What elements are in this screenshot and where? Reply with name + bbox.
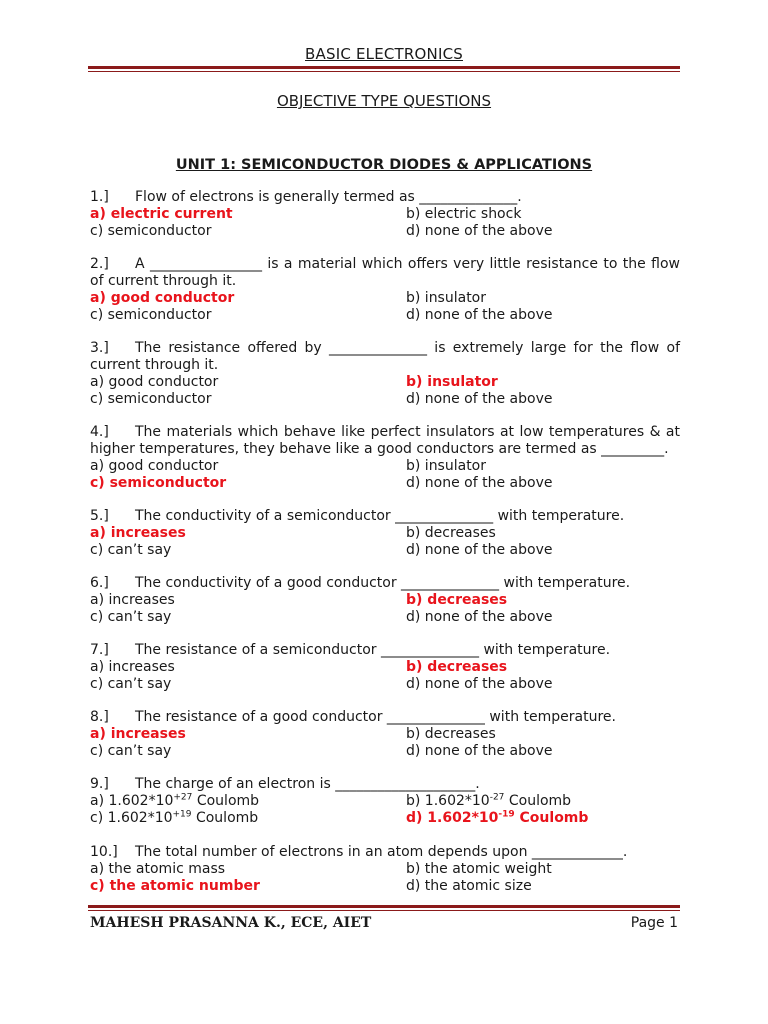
option-base: b) 1.602*10	[406, 793, 490, 809]
option-unit: Coulomb	[514, 810, 589, 826]
question-number: 9.]	[90, 776, 109, 792]
footer-rule-thick	[88, 905, 680, 908]
question-number: 8.]	[90, 709, 109, 725]
option-c: c) can’t say	[90, 542, 172, 558]
page-header	[0, 44, 768, 63]
document-title: OBJECTIVE TYPE QUESTIONS	[276, 92, 492, 110]
question-number: 7.]	[90, 642, 109, 658]
option-c: c) semiconductor	[90, 391, 212, 407]
option-a: a) good conductor	[90, 374, 219, 390]
page-number: Page 1	[630, 915, 678, 931]
option-unit: Coulomb	[192, 793, 260, 809]
question-8	[90, 709, 680, 760]
option-b	[406, 793, 680, 810]
option-a: a) electric current	[90, 206, 233, 222]
question-number: 5.]	[90, 508, 109, 524]
question-number: 3.]	[90, 340, 109, 356]
question-10	[90, 844, 680, 895]
option-exponent: +27	[173, 792, 193, 803]
question-5	[90, 508, 680, 559]
option-c: c) can’t say	[90, 676, 172, 692]
footer-rule-thin	[88, 910, 680, 911]
option-base: a) 1.602*10	[90, 793, 174, 809]
option-exponent: -27	[489, 792, 505, 803]
question-text: Flow of electrons is generally termed as ______________.	[135, 189, 522, 205]
question-stem	[90, 642, 680, 659]
option-c: c) the atomic number	[90, 878, 260, 894]
option-b: b) insulator	[406, 458, 487, 474]
footer-author: MAHESH PRASANNA K., ECE, AIET	[90, 915, 372, 931]
option-b: b) decreases	[406, 726, 496, 742]
question-stem	[90, 340, 680, 374]
option-unit: Coulomb	[504, 793, 572, 809]
question-1	[90, 189, 680, 240]
question-stem	[90, 844, 680, 861]
question-number: 4.]	[90, 424, 109, 440]
question-stem	[90, 776, 680, 793]
option-b: b) insulator	[406, 290, 487, 306]
option-d: d) none of the above	[406, 475, 553, 491]
option-b: b) the atomic weight	[406, 861, 552, 877]
question-number: 2.]	[90, 256, 109, 272]
question-text: The conductivity of a semiconductor ______________ with temperature.	[135, 508, 625, 524]
option-d: d) none of the above	[406, 542, 553, 558]
question-4	[90, 424, 680, 492]
option-a: a) increases	[90, 726, 186, 742]
option-d: d) none of the above	[406, 609, 553, 625]
option-a: a) increases	[90, 592, 175, 608]
question-text: A ________________ is a material which offers very little resistance to the flow of current through it.	[90, 256, 680, 289]
option-base: d) 1.602*10	[406, 810, 499, 826]
option-c	[90, 810, 406, 827]
option-unit: Coulomb	[191, 810, 259, 826]
option-a: a) the atomic mass	[90, 861, 226, 877]
question-text: The materials which behave like perfect insulators at low temperatures & at higher temperatures, they behave like a good conductors are termed as _________.	[90, 424, 680, 457]
option-a: a) good conductor	[90, 290, 235, 306]
question-stem	[90, 508, 680, 525]
question-text: The total number of electrons in an atom depends upon _____________.	[135, 844, 628, 860]
option-d: d) none of the above	[406, 676, 553, 692]
question-6	[90, 575, 680, 626]
option-d: d) the atomic size	[406, 878, 532, 894]
option-b: b) insulator	[406, 374, 498, 390]
option-b: b) decreases	[406, 525, 496, 541]
question-number: 10.]	[90, 844, 118, 860]
question-9	[90, 776, 680, 827]
question-3	[90, 340, 680, 408]
option-base: c) 1.602*10	[90, 810, 173, 826]
option-a: a) increases	[90, 659, 175, 675]
option-b: b) electric shock	[406, 206, 522, 222]
option-d	[406, 810, 680, 827]
option-a: a) increases	[90, 525, 186, 541]
question-2	[90, 256, 680, 324]
option-c: c) can’t say	[90, 743, 172, 759]
question-number: 1.]	[90, 189, 109, 205]
option-c: c) semiconductor	[90, 475, 227, 491]
option-d: d) none of the above	[406, 391, 553, 407]
question-7	[90, 642, 680, 693]
option-c: c) semiconductor	[90, 223, 212, 239]
question-stem	[90, 575, 680, 592]
question-stem	[90, 424, 680, 458]
option-c: c) semiconductor	[90, 307, 212, 323]
header-rule-thick	[88, 66, 680, 69]
option-d: d) none of the above	[406, 307, 553, 323]
header-title: BASIC ELECTRONICS	[305, 45, 463, 63]
question-stem	[90, 256, 680, 290]
option-a: a) good conductor	[90, 458, 219, 474]
question-text: The charge of an electron is ____________________.	[135, 776, 480, 792]
option-exponent: +19	[172, 809, 192, 820]
option-d: d) none of the above	[406, 743, 553, 759]
unit-heading: UNIT 1: SEMICONDUCTOR DIODES & APPLICATIONS	[175, 157, 593, 173]
question-number: 6.]	[90, 575, 109, 591]
header-rule-thin	[88, 71, 680, 72]
question-stem	[90, 189, 680, 206]
question-text: The resistance of a good conductor ______________ with temperature.	[135, 709, 616, 725]
option-b: b) decreases	[406, 659, 508, 675]
option-c: c) can’t say	[90, 609, 172, 625]
question-text: The resistance offered by ______________ is extremely large for the flow of current through it.	[90, 340, 680, 373]
option-exponent: -19	[498, 809, 515, 820]
option-b: b) decreases	[406, 592, 508, 608]
question-stem	[90, 709, 680, 726]
option-a	[90, 793, 406, 810]
question-text: The conductivity of a good conductor ______________ with temperature.	[135, 575, 631, 591]
question-text: The resistance of a semiconductor ______________ with temperature.	[135, 642, 611, 658]
option-d: d) none of the above	[406, 223, 553, 239]
